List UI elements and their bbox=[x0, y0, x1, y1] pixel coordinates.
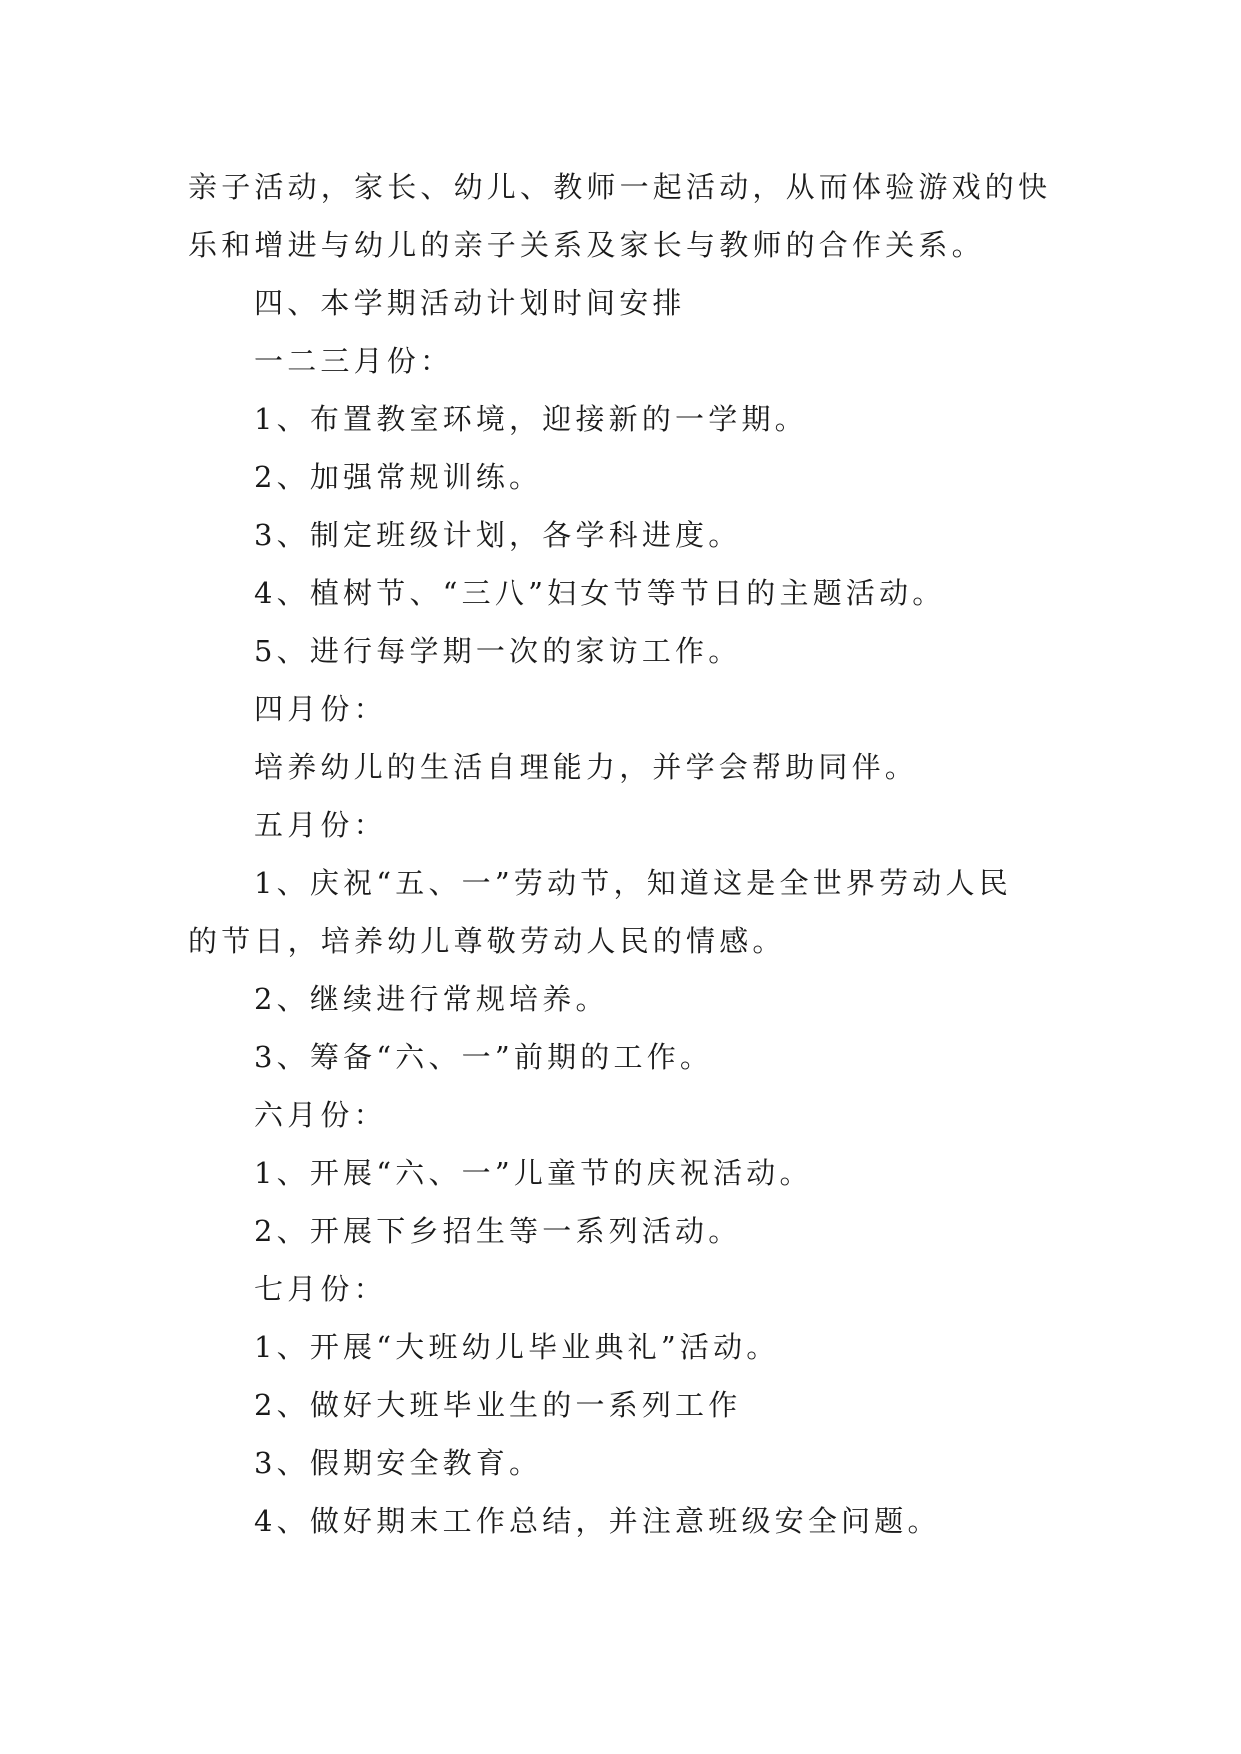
list-item: 2、做好大班毕业生的一系列工作 bbox=[254, 1388, 742, 1422]
list-item: 5、进行每学期一次的家访工作。 bbox=[254, 634, 742, 668]
text-line: 乐和增进与幼儿的亲子关系及家长与教师的合作关系。 bbox=[188, 228, 985, 262]
list-item: 4、做好期末工作总结，并注意班级安全问题。 bbox=[254, 1504, 941, 1538]
list-item: 4、植树节、“三八”妇女节等节日的主题活动。 bbox=[254, 576, 946, 610]
month-heading: 四月份： bbox=[254, 692, 387, 726]
text-line: 培养幼儿的生活自理能力，并学会帮助同伴。 bbox=[254, 750, 919, 784]
list-item: 3、制定班级计划，各学科进度。 bbox=[254, 518, 742, 552]
list-item: 1、开展“大班幼儿毕业典礼”活动。 bbox=[254, 1330, 780, 1364]
list-item: 1、开展“六、一”儿童节的庆祝活动。 bbox=[254, 1156, 813, 1190]
list-item: 2、开展下乡招生等一系列活动。 bbox=[254, 1214, 742, 1248]
list-item: 1、布置教室环境，迎接新的一学期。 bbox=[254, 402, 808, 436]
list-item-continuation: 的节日，培养幼儿尊敬劳动人民的情感。 bbox=[188, 924, 786, 958]
list-item: 2、加强常规训练。 bbox=[254, 460, 543, 494]
month-heading: 五月份： bbox=[254, 808, 387, 842]
list-item: 3、筹备“六、一”前期的工作。 bbox=[254, 1040, 714, 1074]
list-item: 3、假期安全教育。 bbox=[254, 1446, 543, 1480]
text-line: 亲子活动，家长、幼儿、教师一起活动，从而体验游戏的快 bbox=[188, 170, 1052, 204]
month-heading: 六月份： bbox=[254, 1098, 387, 1132]
document-body bbox=[188, 158, 1058, 1550]
list-item: 2、继续进行常规培养。 bbox=[254, 982, 609, 1016]
month-heading: 一二三月份： bbox=[254, 344, 454, 378]
list-item: 1、庆祝“五、一”劳动节，知道这是全世界劳动人民 bbox=[254, 866, 1012, 900]
month-heading: 七月份： bbox=[254, 1272, 387, 1306]
section-heading: 四、本学期活动计划时间安排 bbox=[254, 286, 686, 320]
